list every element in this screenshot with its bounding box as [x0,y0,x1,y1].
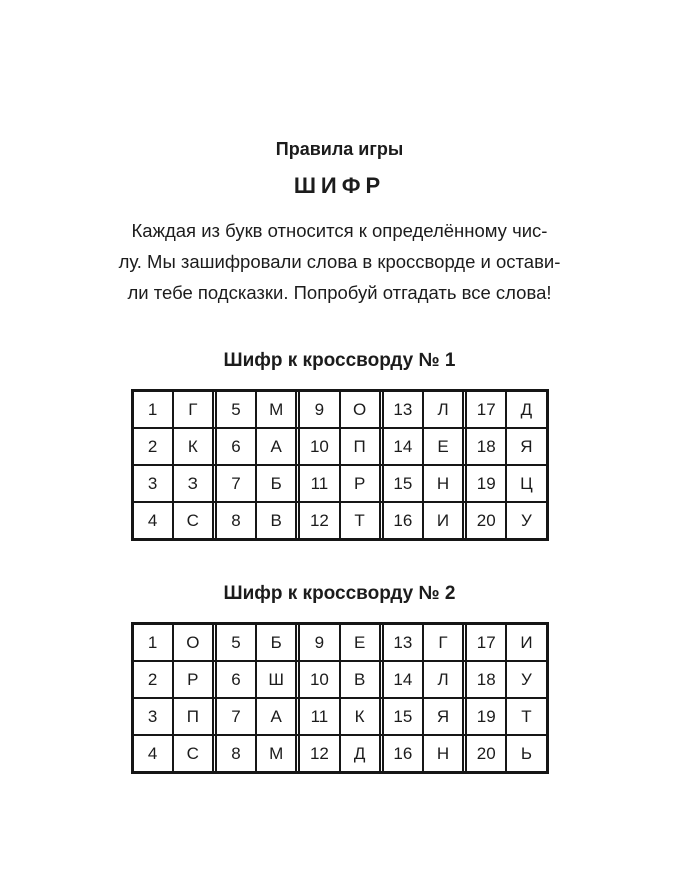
cipher-pair [379,503,462,538]
letter-cell: М [269,743,284,763]
letter-cell: В [270,510,282,530]
table-row [134,734,546,771]
number-cell: 9 [300,392,340,427]
table-row [134,625,546,660]
letter-cell: У [521,669,532,689]
letter-cell: П [186,706,199,726]
cipher-pair [134,699,212,734]
letter-cell: Р [187,669,199,689]
number-cell: 20 [467,736,507,771]
letter-cell: А [270,706,282,726]
table-row [134,392,546,427]
letter-cell: П [353,436,366,456]
cipher-pair [295,736,378,771]
letter-cell: Г [188,399,198,419]
number-cell: 13 [384,392,424,427]
intro-line: ли тебе подсказки. Попробуй отгадать все слова! [127,282,552,303]
number-cell: 5 [217,625,257,660]
cipher-pair [379,736,462,771]
letter-cell: С [186,510,199,530]
letter-cell: Ш [268,669,284,689]
letter-cell: Д [353,743,366,763]
number-cell: 15 [384,466,424,501]
cipher-pair [212,699,295,734]
cipher-pair [134,662,212,697]
cipher-table-2-heading: Шифр к кроссворду № 2 [223,583,456,604]
rules-title: Правила игры [275,139,404,159]
letter-cell: Е [437,436,449,456]
letter-cell: Л [437,399,449,419]
cipher-pair [379,392,462,427]
cipher-table-1-heading: Шифр к кроссворду № 1 [223,350,456,371]
letter-cell: Р [353,473,366,493]
cipher-pair [134,466,212,501]
letter-cell: Д [520,399,533,419]
number-cell: 18 [467,429,507,464]
cipher-pair [212,736,295,771]
cipher-heading: ШИФР [293,173,386,198]
cipher-pair [295,466,378,501]
letter-cell: У [521,510,532,530]
cipher-pair [295,392,378,427]
cipher-pair [134,392,212,427]
letter-cell: Ц [520,473,533,493]
cipher-pair [134,625,212,660]
cipher-pair [212,662,295,697]
table-row [134,501,546,538]
number-cell: 7 [217,699,257,734]
number-cell: 3 [134,699,174,734]
cipher-pair [295,662,378,697]
cipher-pair [462,736,545,771]
letter-cell: Б [270,473,282,493]
cipher-pair [462,699,545,734]
number-cell: 19 [467,466,507,501]
letter-cell: Б [270,632,282,652]
number-cell: 6 [217,429,257,464]
table-row [134,697,546,734]
number-cell: 17 [467,392,507,427]
intro-line: лу. Мы зашифровали слова в кроссворде и остави- [118,251,561,272]
cipher-pair [295,503,378,538]
number-cell: 5 [217,392,257,427]
cipher-pair [212,625,295,660]
cipher-pair [462,625,545,660]
cipher-table-2 [131,622,549,774]
number-cell: 10 [300,429,340,464]
number-cell: 18 [467,662,507,697]
cipher-pair [462,662,545,697]
number-cell: 19 [467,699,507,734]
cipher-pair [462,429,545,464]
letter-cell: Н [436,743,450,763]
cipher-pair [462,503,545,538]
number-cell: 8 [217,503,257,538]
number-cell: 14 [384,429,424,464]
number-cell: 3 [134,466,174,501]
letter-cell: М [269,399,284,419]
cipher-pair [379,429,462,464]
cipher-pair [379,466,462,501]
letter-cell: В [353,669,366,689]
letter-cell: Т [521,706,532,726]
number-cell: 6 [217,662,257,697]
cipher-pair [295,625,378,660]
number-cell: 1 [134,392,174,427]
letter-cell: Я [436,706,450,726]
letter-cell: О [353,399,367,419]
number-cell: 2 [134,429,174,464]
number-cell: 9 [300,625,340,660]
intro-line: Каждая из букв относится к определённому чис- [131,220,548,241]
letter-cell: Е [353,632,366,652]
cipher-pair [462,392,545,427]
cipher-pair [462,466,545,501]
intro-paragraph [80,215,600,308]
cipher-pair [379,625,462,660]
number-cell: 16 [384,503,424,538]
cipher-pair [295,699,378,734]
cipher-pair [212,503,295,538]
number-cell: 16 [384,736,424,771]
number-cell: 4 [134,503,174,538]
letter-cell: О [186,632,200,652]
cipher-pair [379,699,462,734]
letter-cell: Л [437,669,449,689]
number-cell: 11 [300,699,340,734]
number-cell: 2 [134,662,174,697]
cipher-pair [295,429,378,464]
table-row [134,660,546,697]
number-cell: 17 [467,625,507,660]
cipher-pair [134,429,212,464]
letter-cell: А [270,436,282,456]
cipher-table-1 [131,389,549,541]
letter-cell: И [436,510,450,530]
cipher-pair [134,736,212,771]
letter-cell: З [187,473,198,493]
number-cell: 15 [384,699,424,734]
number-cell: 20 [467,503,507,538]
table-row [134,464,546,501]
cipher-pair [212,392,295,427]
number-cell: 8 [217,736,257,771]
cipher-pair [379,662,462,697]
number-cell: 13 [384,625,424,660]
table-row [134,427,546,464]
letter-cell: Г [438,632,448,652]
letter-cell: Ь [520,743,532,763]
number-cell: 12 [300,736,340,771]
letter-cell: К [187,436,198,456]
number-cell: 1 [134,625,174,660]
number-cell: 11 [300,466,340,501]
letter-cell: Т [354,510,365,530]
letter-cell: Н [436,473,450,493]
cipher-pair [212,429,295,464]
number-cell: 10 [300,662,340,697]
letter-cell: С [186,743,199,763]
cipher-pair [134,503,212,538]
cipher-pair [212,466,295,501]
number-cell: 14 [384,662,424,697]
number-cell: 4 [134,736,174,771]
letter-cell: Я [520,436,533,456]
letter-cell: И [520,632,533,652]
number-cell: 7 [217,466,257,501]
number-cell: 12 [300,503,340,538]
letter-cell: К [354,706,365,726]
